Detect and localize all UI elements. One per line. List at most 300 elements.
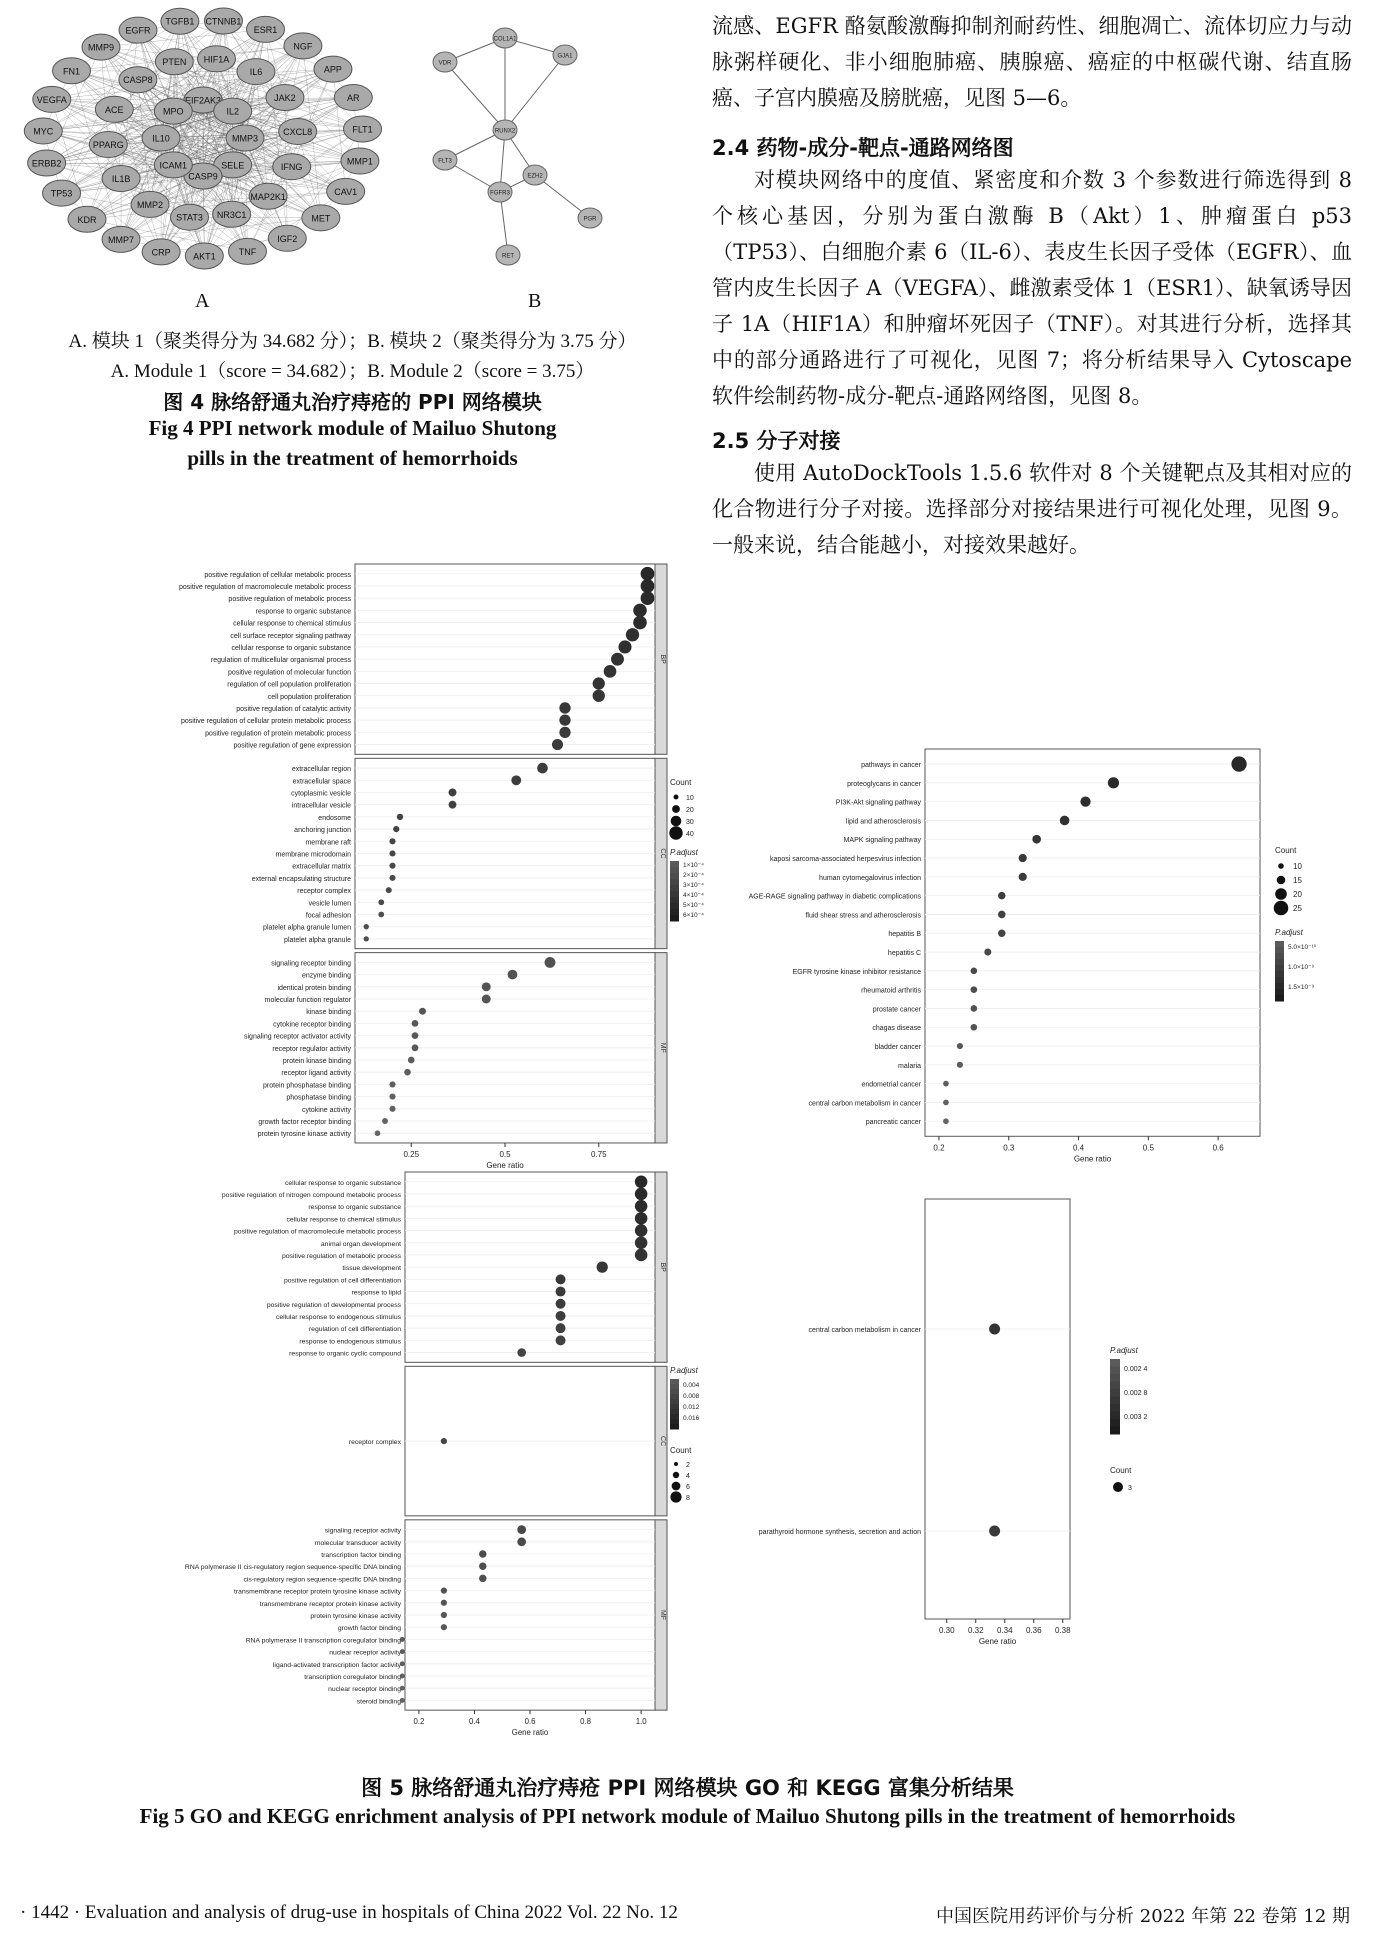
dot-point [375, 1130, 381, 1136]
legend-padjust-bar [1110, 1397, 1120, 1405]
x-tick-label: 0.8 [580, 1717, 591, 1727]
network-node-label: MMP9 [87, 42, 114, 53]
legend-padjust-bar [670, 891, 679, 898]
dot-point [545, 957, 556, 968]
legend-padjust-label: 2×10⁻⁴ [683, 872, 704, 879]
term-label: protein kinase binding [282, 1058, 351, 1065]
legend-padjust-bar [670, 1404, 679, 1410]
network-node-label: ACE [105, 104, 124, 115]
dot-point [389, 1094, 395, 1100]
dot-point [635, 1175, 648, 1188]
dot-point [1231, 756, 1246, 771]
term-label: signaling receptor activator activity [244, 1033, 351, 1041]
dot-point [559, 715, 570, 726]
x-axis-label: Gene ratio [978, 1637, 1017, 1646]
panel-frame [925, 749, 1260, 1136]
term-label: PI3K-Akt signaling pathway [835, 799, 921, 807]
legend-padjust-bar [1110, 1419, 1120, 1427]
term-label: positive regulation of metabolic process [228, 596, 351, 604]
network-node-label: TGFB1 [165, 16, 195, 27]
legend-count-label: 25 [1293, 904, 1302, 913]
dot-point [479, 1562, 486, 1569]
legend-padjust-bar [1275, 971, 1284, 978]
legend-padjust-bar [1275, 995, 1284, 1002]
facet-strip-label: MF [659, 1609, 666, 1621]
term-label: steroid binding [356, 1698, 401, 1706]
network-node-label: RET [502, 253, 514, 260]
network-node-label: VEGFA [36, 94, 67, 105]
dot-point [635, 1188, 648, 1201]
term-label: EGFR tyrosine kinase inhibitor resistance [792, 968, 921, 976]
term-label: RNA polymerase II cis-regulatory region sequence-specific DNA binding [184, 1564, 401, 1572]
term-label: intracellular vesicle [291, 802, 351, 810]
dot-point [364, 936, 369, 941]
legend-padjust-bar [670, 1409, 679, 1415]
dot-point [998, 929, 1006, 937]
network-node-label: IFNG [280, 162, 303, 173]
term-label: RNA polymerase II transcription coregulator binding [245, 1637, 401, 1645]
legend-padjust-bar [670, 1424, 679, 1430]
term-label: regulation of multicellular organismal process [210, 657, 351, 665]
term-label: pathways in cancer [861, 762, 921, 770]
term-label: protein phosphatase binding [263, 1082, 351, 1090]
network-node-label: PTEN [162, 57, 187, 68]
legend-count-dot [1277, 876, 1286, 885]
network-node-label: ICAM1 [159, 160, 188, 171]
dot-point [389, 1106, 395, 1112]
legend-padjust-bar [1110, 1367, 1120, 1375]
legend-padjust-title: P.adjust [670, 1366, 698, 1375]
dot-point [400, 1661, 405, 1666]
dot-point [556, 1323, 566, 1333]
dot-point [559, 702, 570, 713]
network-node-label: RUNX2 [494, 128, 516, 135]
fig5-title-cn: 图 5 脉络舒通丸治疗痔疮 PPI 网络模块 GO 和 KEGG 富集分析结果 [361, 1776, 1014, 1800]
term-label: growth factor receptor binding [258, 1119, 351, 1126]
network-node-label: EGFR [125, 25, 151, 36]
network-node-label: FLT3 [438, 158, 452, 165]
network-node-label: IL10 [152, 133, 170, 144]
network-node-label: STAT3 [176, 212, 203, 223]
dot-point [597, 1262, 608, 1273]
term-label: MAPK signaling pathway [843, 837, 921, 845]
legend-padjust-label: 0.002 8 [1124, 1390, 1148, 1397]
legend-padjust-title: P.adjust [670, 848, 698, 857]
network-node-label: IL2 [226, 106, 239, 117]
term-label: cellular response to endogenous stimulus [275, 1313, 401, 1321]
network-node-label: AKT1 [193, 251, 216, 262]
term-label: response to lipid [351, 1289, 401, 1297]
term-label: focal adhesion [305, 912, 351, 920]
network-node-label: CASP8 [123, 75, 153, 86]
term-label: membrane microdomain [275, 851, 351, 859]
legend-padjust-bar [670, 1384, 679, 1390]
term-label: receptor regulator activity [272, 1045, 351, 1053]
legend-padjust-label: 1.0×10⁻⁹ [1288, 964, 1315, 971]
legend-count-dot [670, 1491, 681, 1502]
dot-point [449, 789, 457, 797]
legend-count-dot [1278, 863, 1284, 869]
fig4-subcaption-en: A. Module 1（score = 34.682）；B. Module 2（score = 3.75） [110, 361, 595, 382]
network-node-label: CTNNB1 [205, 16, 242, 27]
legend-padjust-label: 5.0×10⁻¹⁰ [1288, 944, 1317, 951]
dot-point [635, 1236, 648, 1249]
fig4-network-b [430, 20, 645, 270]
network-node-label: MMP2 [137, 199, 164, 210]
term-label: malaria [898, 1062, 921, 1070]
legend-padjust-bar [1110, 1389, 1120, 1397]
legend-padjust-bar [1110, 1382, 1120, 1390]
legend-count-title: Count [1110, 1466, 1132, 1475]
term-label: lipid and atherosclerosis [845, 818, 921, 826]
term-label: cell population proliferation [267, 693, 351, 701]
legend-padjust-bar [670, 1394, 679, 1400]
legend-count-label: 20 [686, 807, 694, 814]
network-node-label: PPARG [92, 140, 124, 151]
legend-padjust-bar [670, 1389, 679, 1395]
dot-point [441, 1438, 447, 1444]
term-label: platelet alpha granule lumen [263, 924, 351, 932]
legend-count-label: 40 [686, 831, 694, 838]
term-label: cellular response to chemical stimulus [286, 1216, 401, 1224]
dot-point [479, 1550, 486, 1557]
network-node-label: EZH2 [527, 173, 543, 180]
legend-count-dot [671, 816, 682, 827]
fig4-subcaption-cn: A. 模块 1（聚类得分为 34.682 分）；B. 模块 2（聚类得分为 3.75 分） [68, 331, 637, 352]
network-node-label: NR3C1 [216, 209, 247, 220]
x-tick-label: 0.25 [403, 1149, 420, 1159]
dot-point [971, 1024, 978, 1031]
legend-count-label: 15 [1293, 876, 1302, 885]
legend-padjust-title: P.adjust [1110, 1346, 1138, 1355]
network-node-label: TNF [238, 246, 257, 257]
term-label: endometrial cancer [861, 1081, 921, 1089]
legend-count-dot [674, 1462, 678, 1466]
network-node-label: TP53 [50, 188, 73, 199]
term-label: response to endogenous stimulus [299, 1338, 401, 1346]
x-tick-label: 0.3 [1003, 1143, 1015, 1153]
legend-padjust-bar [670, 873, 679, 880]
network-node-label: SELE [221, 160, 245, 171]
x-tick-label: 0.4 [1072, 1143, 1085, 1153]
section-heading-2-4: 2.4 药物-成分-靶点-通路网络图 [712, 136, 1014, 160]
legend-padjust-bar [670, 897, 679, 904]
dot-point [393, 826, 399, 832]
dot-point [397, 814, 403, 820]
network-node-label: ERBB2 [31, 158, 62, 169]
facet-strip-label: CC [659, 1436, 666, 1447]
term-label: positive regulation of metabolic process [281, 1252, 401, 1260]
x-axis-label: Gene ratio [1073, 1154, 1112, 1164]
term-label: regulation of cell population proliferation [227, 681, 351, 689]
dot-point [400, 1674, 405, 1679]
fig4-panel-b-label: B [528, 290, 542, 312]
go-dotplot-module-1 [150, 560, 730, 1170]
network-node-label: JAK2 [274, 93, 296, 104]
term-label: cytokine receptor binding [273, 1021, 351, 1029]
term-label: response to organic cyclic compound [289, 1350, 401, 1358]
term-label: cellular response to organic substance [285, 1179, 401, 1187]
term-label: receptor ligand activity [281, 1070, 351, 1078]
dot-point [635, 1200, 648, 1213]
legend-padjust-bar [670, 915, 679, 922]
network-node-label: EIF2AK3 [184, 95, 222, 106]
legend-padjust-bar [1110, 1412, 1120, 1420]
x-tick-label: 0.30 [938, 1626, 955, 1635]
fig4-panel-a-label: A [195, 290, 210, 312]
legend-count-label: 4 [686, 1473, 690, 1480]
body-paragraph-3: 使用 AutoDockTools 1.5.6 软件对 8 个关键靶点及其相对应的化合物进行分子对接。选择部分对接结果进行可视化处理，见图 9。一般来说，结合能越小，对接效果越好。 [712, 461, 1352, 557]
dot-point [389, 863, 395, 869]
term-label: vesicle lumen [308, 900, 351, 908]
legend-padjust-bar [1275, 965, 1284, 972]
fig4-title-cn: 图 4 脉络舒通丸治疗痔疮的 PPI 网络模块 [163, 390, 542, 414]
x-tick-label: 0.5 [499, 1149, 511, 1159]
legend-count-dot [672, 1482, 681, 1491]
dot-point [389, 875, 395, 881]
dot-point [517, 1348, 526, 1357]
legend-count-label: 2 [686, 1462, 690, 1469]
dot-point [419, 1008, 426, 1015]
dot-point [998, 892, 1006, 900]
term-label: nuclear receptor binding [328, 1686, 401, 1694]
term-label: fluid shear stress and atherosclerosis [805, 912, 921, 920]
dot-point [400, 1686, 405, 1691]
term-label: chagas disease [872, 1025, 921, 1033]
term-label: cell surface receptor signaling pathway [230, 632, 351, 640]
x-axis-label: Gene ratio [486, 1160, 524, 1170]
facet-strip-label: BP [659, 654, 666, 664]
term-label: positive regulation of cellular metabolic process [204, 571, 351, 579]
dot-point [971, 968, 978, 975]
dot-point [511, 775, 521, 785]
term-label: positive regulation of molecular function [228, 669, 351, 677]
dot-point [556, 1335, 566, 1345]
term-label: enzyme binding [301, 972, 351, 980]
dot-point [984, 949, 991, 956]
dot-point [943, 1100, 949, 1106]
footer-right: 中国医院用药评价与分析 2022 年第 22 卷第 12 期 [936, 1906, 1350, 1927]
dot-point [400, 1649, 405, 1654]
dot-point [593, 677, 605, 689]
facet-strip-label: BP [659, 1262, 666, 1272]
dot-point [635, 1212, 648, 1225]
legend-padjust-label: 0.012 [683, 1404, 700, 1411]
network-node-label: VDR [438, 60, 452, 67]
term-label: AGE-RAGE signaling pathway in diabetic complications [748, 893, 921, 901]
legend-count-dot [1113, 1482, 1123, 1492]
dot-point [633, 604, 647, 618]
network-node-label: PGR [583, 216, 597, 223]
legend-padjust-bar [1275, 977, 1284, 984]
dot-point [989, 1526, 1000, 1537]
facet-strip-label: CC [659, 848, 666, 859]
dot-point [441, 1612, 447, 1618]
dot-point [449, 801, 457, 809]
dot-point [971, 1005, 978, 1012]
network-node-label: CRP [151, 247, 171, 258]
legend-count-dot [674, 795, 679, 800]
legend-padjust-label: 0.016 [683, 1415, 700, 1422]
dot-point [635, 1224, 648, 1237]
legend-count-label: 6 [686, 1484, 690, 1491]
dot-point [1032, 835, 1041, 844]
network-node-label: AR [347, 93, 360, 104]
legend-padjust-label: 0.004 [683, 1382, 700, 1389]
term-label: kinase binding [306, 1009, 351, 1017]
x-tick-label: 0.5 [1142, 1143, 1154, 1153]
dot-point [943, 1118, 949, 1124]
legend-padjust-label: 3×10⁻⁴ [683, 882, 704, 889]
dot-point [641, 591, 655, 605]
term-label: transmembrane receptor protein tyrosine kinase activity [234, 1588, 401, 1596]
legend-padjust-label: 0.008 [683, 1393, 700, 1400]
dot-point [1060, 816, 1070, 826]
dot-point [412, 1044, 419, 1051]
dot-point [604, 665, 617, 678]
network-node-label: FGFR3 [490, 190, 510, 197]
x-tick-label: 0.6 [1212, 1143, 1224, 1153]
network-node-label: MPO [163, 106, 184, 117]
legend-padjust-bar [670, 1414, 679, 1420]
x-axis-label: Gene ratio [511, 1728, 549, 1738]
term-label: positive regulation of macromolecule metabolic process [179, 583, 351, 591]
go-dotplot-module-2 [150, 1168, 730, 1758]
fig5-title-en: Fig 5 GO and KEGG enrichment analysis of PPI network module of Mailuo Shutong pills in the treatment of hemorrhoids [139, 1804, 1236, 1828]
dot-point [482, 995, 491, 1004]
network-node-label: CAV1 [334, 186, 358, 197]
term-label: positive regulation of catalytic activity [236, 705, 351, 713]
network-node-label: ESR1 [253, 24, 278, 35]
term-label: cytoplasmic vesicle [291, 790, 351, 798]
dot-point [378, 899, 384, 905]
dot-point [556, 1299, 566, 1309]
legend-padjust-label: 1×10⁻⁴ [683, 862, 704, 869]
network-node-label: MAP2K1 [250, 191, 286, 202]
fig4-network-a [25, 8, 385, 273]
legend-padjust-bar [1110, 1404, 1120, 1412]
term-label: membrane raft [305, 839, 351, 847]
legend-padjust-bar [1275, 941, 1284, 948]
term-label: ligand-activated transcription factor activity [272, 1661, 401, 1669]
dot-point [989, 1324, 1000, 1335]
term-label: pancreatic cancer [865, 1119, 921, 1127]
term-label: molecular transducer activity [314, 1539, 401, 1547]
term-label: hepatitis B [888, 931, 921, 939]
dot-point [618, 640, 631, 653]
kegg-dotplot-module-2 [700, 1195, 1340, 1660]
footer-left: · 1442 · Evaluation and analysis of drug-use in hospitals of China 2022 Vol. 22 No. 12 [20, 1902, 678, 1923]
dot-point [611, 653, 624, 666]
term-label: tissue development [342, 1265, 401, 1273]
term-label: positive regulation of nitrogen compound metabolic process [221, 1191, 401, 1199]
term-label: rheumatoid arthritis [861, 987, 921, 995]
legend-padjust-bar [670, 885, 679, 892]
dot-point [389, 838, 395, 844]
term-label: signaling receptor activity [324, 1527, 401, 1535]
legend-padjust-bar [670, 879, 679, 886]
panel-frame [925, 1199, 1070, 1619]
term-label: molecular function regulator [264, 997, 351, 1004]
term-label: transmembrane receptor protein kinase activity [259, 1600, 401, 1608]
dot-point [556, 1274, 566, 1284]
network-node-label: MMP7 [108, 234, 135, 245]
term-label: parathyroid hormone synthesis, secretion and action [758, 1529, 921, 1536]
legend-count-title: Count [670, 778, 692, 787]
dot-point [626, 628, 639, 641]
network-edge [505, 55, 565, 130]
network-node-label: MYC [33, 126, 54, 137]
dot-point [389, 850, 395, 856]
dot-point [517, 1525, 526, 1534]
body-paragraph-2: 对模块网络中的度值、紧密度和介数 3 个参数进行筛选得到 8 个核心基因，分别为蛋白激酶 B（Akt）1、肿瘤蛋白 p53（TP53）、白细胞介素 6（IL-6）、表皮生长因子受体（EGFR）、血管内皮生长因子 A（VEGFA）、雌激素受体 1（ESR1）、缺氧诱导因子 1A（HIF1A）和肿瘤坏死因子（TNF）。对其进行分析，选择其中的部分通路进行了可视化，见图 7；将分析结果导入 Cytoscape 软件绘制药物-成分-靶点-通路网络图，见图 8。 [712, 168, 1352, 408]
legend-padjust-bar [670, 1379, 679, 1385]
dot-point [998, 911, 1006, 919]
x-tick-label: 0.75 [590, 1149, 607, 1159]
legend-count-label: 8 [686, 1495, 690, 1502]
term-label: cytokine activity [301, 1106, 351, 1114]
term-label: receptor complex [297, 888, 351, 896]
legend-padjust-bar [1275, 947, 1284, 954]
legend-padjust-label: 0.003 2 [1124, 1414, 1148, 1421]
term-label: regulation of cell differentiation [308, 1326, 401, 1334]
term-label: nuclear receptor activity [329, 1649, 401, 1657]
network-node-label: IGF2 [277, 233, 298, 244]
legend-count-dot [669, 826, 682, 839]
term-label: central carbon metabolism in cancer [808, 1100, 921, 1108]
x-tick-label: 0.2 [933, 1143, 945, 1153]
term-label: extracellular matrix [292, 863, 351, 871]
term-label: phosphatase binding [286, 1094, 351, 1102]
network-node-label: GJA1 [557, 53, 573, 60]
network-node-label: FN1 [63, 66, 81, 77]
legend-padjust-bar [670, 861, 679, 868]
legend-padjust-label: 0.002 4 [1124, 1366, 1148, 1373]
dot-point [412, 1020, 419, 1027]
dot-point [1019, 854, 1027, 862]
dot-point [635, 1249, 648, 1262]
dot-point [943, 1081, 949, 1087]
term-label: bladder cancer [874, 1044, 921, 1052]
term-label: positive regulation of cell differentiation [283, 1277, 401, 1285]
x-tick-label: 0.32 [967, 1626, 984, 1635]
term-label: endosome [318, 814, 351, 822]
legend-padjust-bar [670, 1399, 679, 1405]
term-label: positive regulation of gene expression [233, 742, 351, 750]
body-paragraph-1: 流感、EGFR 酪氨酸激酶抑制剂耐药性、细胞凋亡、流体切应力与动脉粥样硬化、非小细胞肺癌、胰腺癌、癌症的中枢碳代谢、结直肠癌、子宫内膜癌及膀胱癌，见图 5—6。 [712, 14, 1352, 110]
legend-count-title: Count [670, 1446, 692, 1455]
term-label: positive regulation of developmental process [266, 1301, 401, 1309]
legend-count-dot [673, 1472, 679, 1478]
term-label: transcription coregulator binding [304, 1674, 401, 1681]
legend-padjust-bar [1275, 983, 1284, 990]
term-label: protein tyrosine kinase activity [257, 1131, 351, 1139]
term-label: anchoring junction [294, 827, 351, 835]
dot-point [441, 1587, 447, 1593]
x-tick-label: 1.0 [635, 1717, 647, 1727]
legend-count-label: 30 [686, 819, 694, 826]
network-node-label: FLT1 [352, 124, 373, 135]
term-label: identical protein binding [277, 984, 351, 992]
fig4-title-en-2: pills in the treatment of hemorrhoids [187, 446, 518, 470]
dot-point [441, 1624, 447, 1630]
network-node-label: KDR [77, 214, 97, 225]
legend-padjust-bar [1275, 989, 1284, 996]
term-label: positive regulation of cellular protein metabolic process [180, 718, 351, 726]
dot-point [386, 887, 392, 893]
dot-point [957, 1062, 963, 1068]
legend-padjust-bar [670, 903, 679, 910]
